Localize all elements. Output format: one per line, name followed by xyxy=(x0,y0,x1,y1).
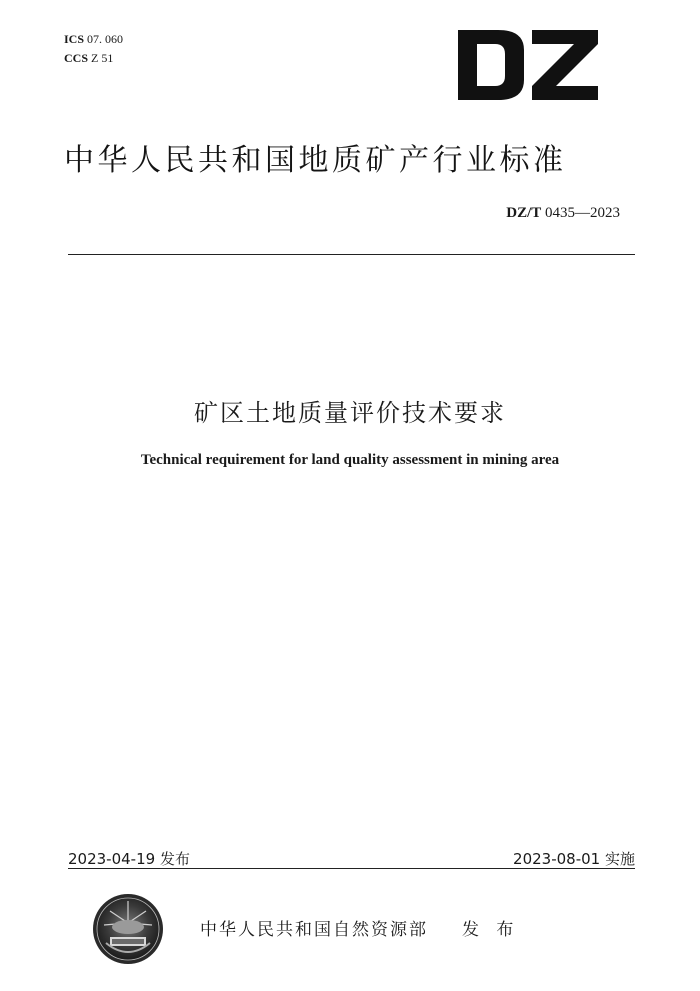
publisher-name: 中华人民共和国自然资源部 xyxy=(200,920,428,940)
document-title-en: Technical requirement for land quality assessment in mining area xyxy=(140,452,560,468)
publish-label: 发 布 xyxy=(462,920,520,940)
ics-label: ICS xyxy=(64,32,85,46)
ministry-seal-emblem xyxy=(92,893,164,965)
ccs-label: CCS xyxy=(64,51,89,65)
ccs-value: Z 51 xyxy=(91,51,114,65)
ics-code xyxy=(64,30,123,49)
authority-title: 中华人民共和国地质矿产行业标准 xyxy=(64,143,567,178)
footer-divider xyxy=(68,868,635,869)
implementation-date: 2023-08-01 实施 xyxy=(513,850,635,868)
standard-year-number: 0435—2023 xyxy=(545,205,620,221)
standard-code: DZ/T xyxy=(506,205,542,221)
dz-logo xyxy=(458,30,598,100)
document-title-zh: 矿区土地质量评价技术要求 xyxy=(194,399,506,427)
dz-logo-letter-d xyxy=(458,30,524,100)
dz-logo-letter-z xyxy=(532,30,598,100)
ccs-code xyxy=(64,49,123,68)
ics-value: 07. 060 xyxy=(87,32,124,46)
standard-number xyxy=(506,205,620,222)
classification-codes xyxy=(64,30,123,68)
header-divider xyxy=(68,254,635,255)
issue-date: 2023-04-19 发布 xyxy=(68,850,190,868)
